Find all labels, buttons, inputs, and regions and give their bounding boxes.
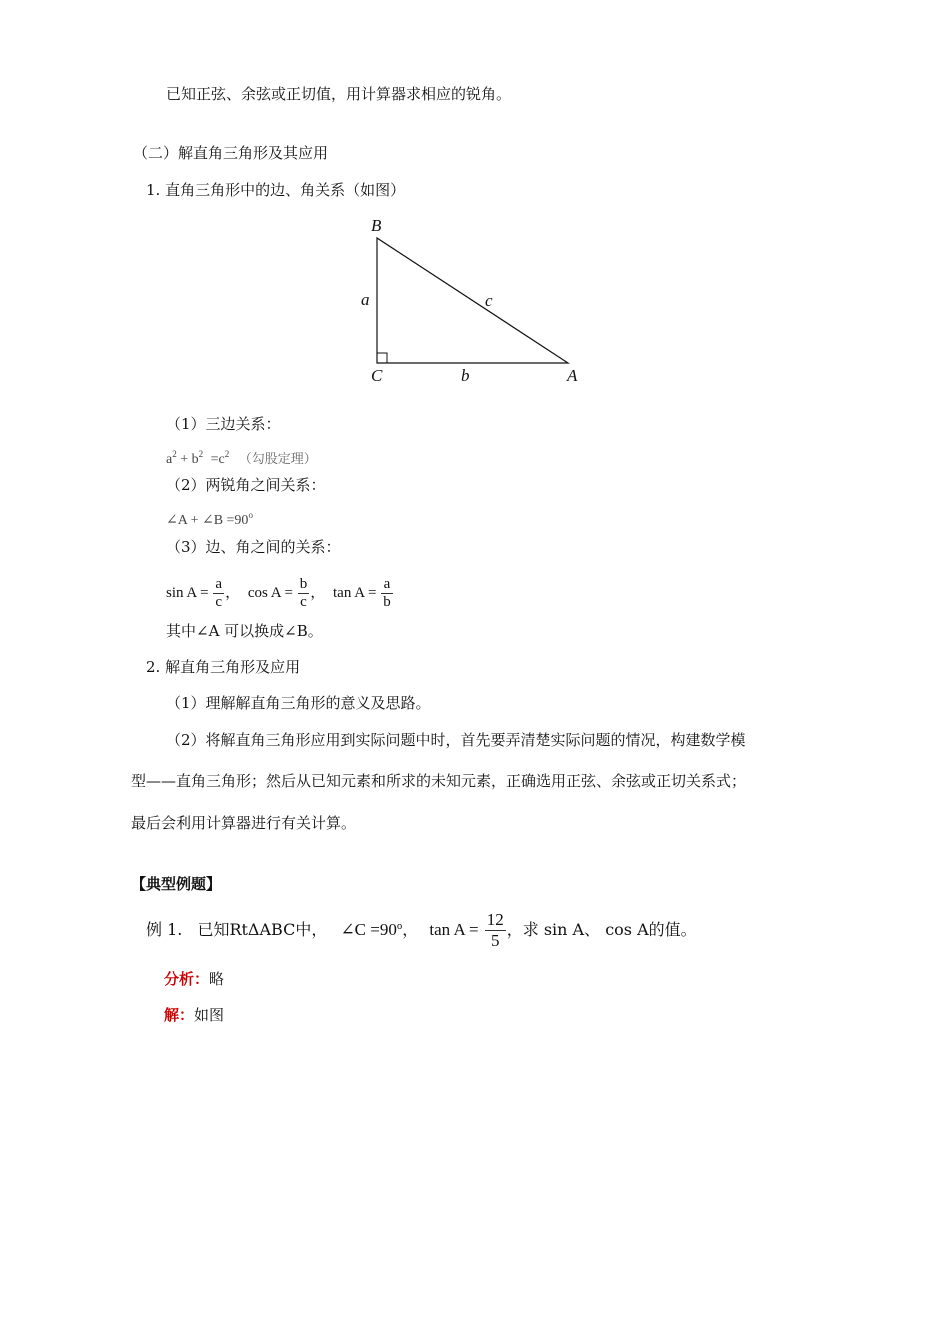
item2-p2-line2: 型——直角三角形；然后从已知元素和所求的未知元素，正确选用正弦、余弦或正切关系式； — [131, 772, 747, 790]
cos-sep: ， — [310, 585, 326, 601]
sin-sep: ， — [225, 585, 241, 601]
tan-den: b — [383, 594, 391, 611]
pythagoras-formula — [166, 450, 317, 470]
pyth-c-exp: 2 — [224, 449, 230, 459]
rel2-title: （2）两锐角之间关系： — [166, 476, 326, 494]
sin-den: c — [215, 594, 223, 611]
ex1-angle: ∠C =90 — [340, 920, 397, 939]
vertex-a-label: A — [567, 366, 578, 385]
right-triangle-figure — [355, 212, 595, 392]
rel1-title: （1）三边关系： — [166, 415, 281, 433]
ex1-fraction — [485, 910, 506, 951]
examples-heading: 【典型例题】 — [131, 875, 222, 893]
ex1-den: 5 — [491, 931, 500, 950]
pyth-plus-b: + b — [180, 452, 199, 467]
pyth-a-exp: 2 — [172, 449, 177, 459]
cos-den: c — [300, 594, 307, 611]
triangle-shape — [377, 238, 568, 363]
sin-label: sin A = — [166, 585, 209, 601]
rel3-note: 其中∠A 可以换成∠B。 — [166, 622, 323, 640]
ex1-tan-label: tan A = — [429, 920, 479, 939]
item2-title: 2. 解直角三角形及应用 — [146, 658, 301, 676]
vertex-b-label: B — [371, 216, 382, 235]
section-heading: （二）解直角三角形及其应用 — [133, 144, 329, 162]
sin-fraction — [213, 576, 224, 611]
side-a-label: a — [361, 290, 370, 309]
side-b-label: b — [461, 366, 470, 385]
side-c-label: c — [485, 291, 493, 310]
angle-sum-formula — [166, 511, 253, 531]
ex1-pre: 已知RtΔABC中， — [197, 920, 328, 939]
analysis-line — [164, 969, 224, 989]
ex1-label: 例 1. — [146, 920, 183, 939]
ex1-num: 12 — [486, 910, 504, 929]
intro-line: 已知正弦、余弦或正切值，用计算器求相应的锐角。 — [166, 85, 512, 103]
ex1-post: ，求 sin A、 cos A的值。 — [506, 920, 697, 939]
solution-label: 解： — [164, 1006, 195, 1024]
solution-line — [164, 1005, 224, 1025]
tan-num: a — [381, 576, 393, 594]
trig-ratios — [166, 573, 394, 613]
item2-p1: （1）理解解直角三角形的意义及思路。 — [166, 694, 431, 712]
rel3-title: （3）边、角之间的关系： — [166, 538, 341, 556]
angle-sum-degree: o — [248, 510, 253, 520]
item2-p2-line3: 最后会利用计算器进行有关计算。 — [131, 814, 357, 832]
analysis-label: 分析： — [164, 970, 210, 988]
pyth-note: （勾股定理） — [238, 452, 317, 467]
ex1-comma: ， — [402, 920, 419, 939]
right-angle-mark — [377, 353, 387, 363]
pyth-eq-c: =c — [210, 452, 225, 467]
item2-p2-line1: （2）将解直角三角形应用到实际问题中时，首先要弄清楚实际问题的情况，构建数学模 — [166, 731, 746, 749]
angle-sum-text: ∠A + ∠B =90 — [166, 513, 249, 528]
tan-fraction — [381, 576, 393, 611]
cos-label: cos A = — [247, 585, 293, 601]
item1-title: 1. 直角三角形中的边、角关系（如图） — [146, 181, 406, 199]
solution-text: 如图 — [194, 1006, 225, 1024]
ex1-degree: o — [396, 922, 403, 932]
tan-label: tan A = — [333, 585, 377, 601]
example1 — [146, 907, 697, 953]
vertex-c-label: C — [371, 366, 383, 385]
analysis-text: 略 — [209, 970, 225, 988]
cos-fraction — [298, 576, 310, 611]
cos-num: b — [299, 576, 308, 593]
sin-num: a — [215, 576, 223, 593]
pyth-a: a — [166, 452, 173, 467]
pyth-b-exp: 2 — [198, 449, 204, 459]
